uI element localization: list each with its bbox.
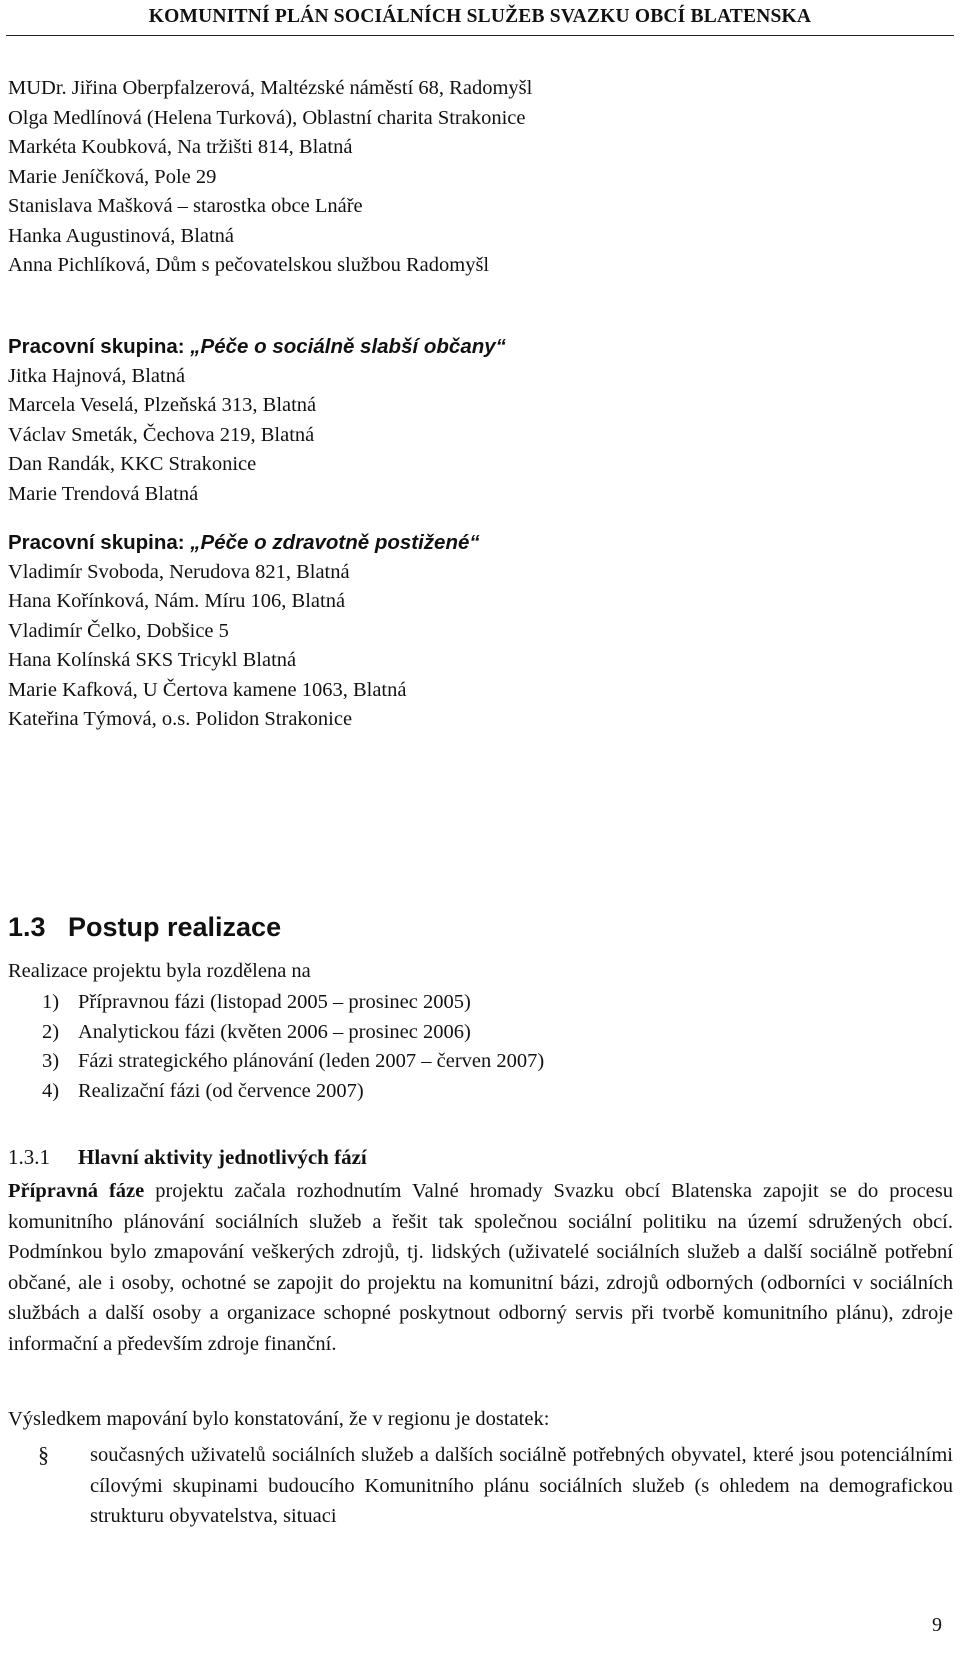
list-item: Václav Smeták, Čechova 219, Blatná [8, 423, 315, 446]
list-item: Hanka Augustinová, Blatná [8, 224, 235, 247]
phase-text: Fázi strategického plánování (leden 2007 – červen 2007) [78, 1050, 545, 1072]
group-label: Pracovní skupina: [8, 531, 191, 554]
list-item: Vladimír Svoboda, Nerudova 821, Blatná [8, 560, 350, 583]
list-item: Hana Kořínková, Nám. Míru 106, Blatná [8, 590, 346, 612]
list-item: MUDr. Jiřina Oberpfalzerová, Maltézské náměstí 68, Radomyšl [8, 77, 533, 99]
document-title: KOMUNITNÍ PLÁN SOCIÁLNÍCH SLUŽEB SVAZKU OBCÍ BLATENSKA [148, 6, 812, 27]
phase-number: 4) [42, 1079, 60, 1102]
section-sign-icon: § [38, 1442, 49, 1467]
list-item: Dan Randák, KKC Strakonice [8, 453, 257, 475]
phase-number: 1) [42, 991, 60, 1013]
list-item: Marie Jeníčková, Pole 29 [8, 165, 217, 188]
header-divider [6, 35, 954, 36]
list-item: Hana Kolínská SKS Tricykl Blatná [8, 649, 297, 671]
member-list [8, 74, 948, 281]
phase-item [42, 1018, 544, 1048]
phase-item [42, 1047, 544, 1077]
list-item: Vladimír Čelko, Dobšice 5 [8, 619, 229, 642]
paragraph-results: Výsledkem mapování bylo konstatování, že v regionu je dostatek: [8, 1408, 550, 1430]
phase-text: Analytickou fázi (květen 2006 – prosinec 2006) [78, 1020, 471, 1043]
group-label: Pracovní skupina: [8, 335, 191, 358]
subsection-title: Hlavní aktivity jednotlivých fází [78, 1145, 367, 1169]
group-heading [8, 332, 948, 362]
paragraph-preparation-phase [8, 1176, 953, 1359]
section-heading [8, 912, 281, 943]
bullet-text: současných uživatelů sociálních služeb a dalších sociálně potřebných obyvatel, které jsou potenciálními cílovými skupinami budoucího Komunitního plánu sociálních služeb (s ohledem na demografickou strukturu obyvatelstva, situaci [90, 1444, 953, 1527]
working-group-1 [8, 332, 948, 509]
phase-number: 2) [42, 1020, 60, 1043]
page-header [0, 6, 960, 36]
subsection-heading [8, 1145, 367, 1170]
group-heading [8, 528, 948, 558]
list-item: Marcela Veselá, Plzeňská 313, Blatná [8, 394, 317, 416]
phase-text: Přípravnou fázi (listopad 2005 – prosinec 2005) [78, 991, 471, 1013]
section-intro: Realizace projektu byla rozdělena na [8, 960, 311, 982]
list-item: Olga Medlínová (Helena Turková), Oblastní charita Strakonice [8, 106, 526, 129]
working-group-2 [8, 528, 948, 735]
list-item: Marie Trendová Blatná [8, 482, 199, 505]
phase-number: 3) [42, 1050, 60, 1072]
list-item: Stanislava Mašková – starostka obce Lnáře [8, 195, 363, 217]
phase-list [42, 988, 544, 1106]
paragraph-lead: Přípravná fáze [8, 1180, 145, 1202]
group-name: „Péče o sociálně slabší občany“ [190, 335, 506, 358]
list-item: Jitka Hajnová, Blatná [8, 364, 186, 387]
list-item: Kateřina Týmová, o.s. Polidon Strakonice [8, 708, 353, 730]
phase-item [42, 1077, 544, 1107]
section-title: Postup realizace [68, 912, 282, 942]
section-number: 1.3 [8, 912, 46, 942]
subsection-number: 1.3.1 [8, 1145, 50, 1169]
list-item: Marie Kafková, U Čertova kamene 1063, Blatná [8, 678, 407, 701]
list-item: Anna Pichlíková, Dům s pečovatelskou službou Radomyšl [8, 254, 490, 276]
list-item: Markéta Koubková, Na tržišti 814, Blatná [8, 136, 353, 158]
phase-text: Realizační fázi (od července 2007) [78, 1079, 364, 1102]
phase-item [42, 988, 544, 1018]
paragraph-body: projektu začala rozhodnutím Valné hromady Svazku obcí Blatenska zapojit se do procesu komunitního plánování sociálních služeb a řešit tak společnou sociální politiku na území sdružených obcí. Podmínkou bylo zmapování veškerých zdrojů, tj. lidských (uživatelé sociálních služeb a další sociálně potřební občané, ale i osoby, ochotné se zapojit do projektu na komunitní bázi, zdrojů odborných (odborníci v sociálních službách a další osoby a organizace schopné poskytnout odborný servis při tvorbě komunitního plánu), zdroje informační a především zdroje finanční. [8, 1180, 954, 1355]
page-number: 9 [932, 1614, 942, 1636]
group-name: „Péče o zdravotně postižené“ [190, 531, 480, 554]
